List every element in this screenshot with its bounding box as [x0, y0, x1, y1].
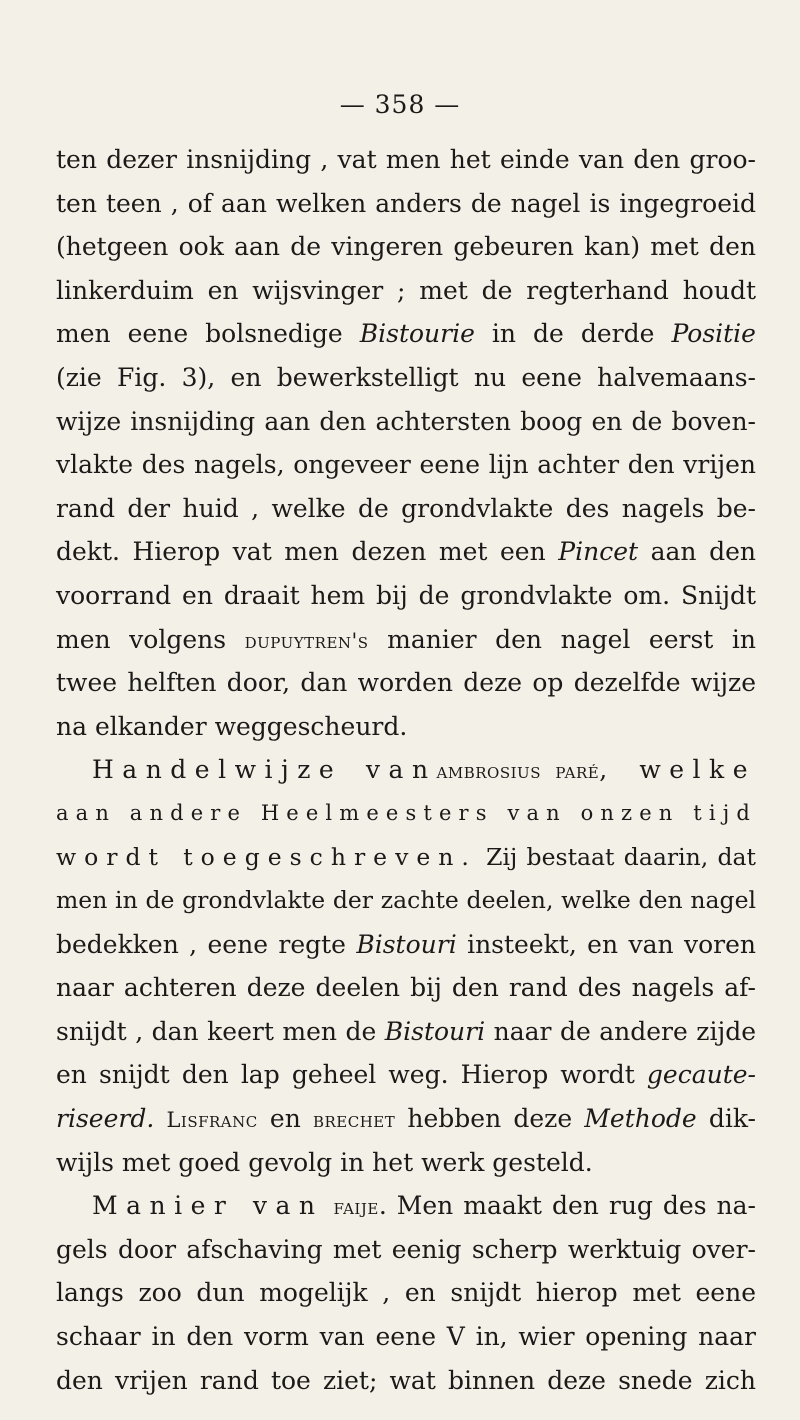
text-line: men eene bolsnedige Bistourie in de derde Positie [56, 319, 756, 349]
text-line: men volgens dupuytren's manier den nagel eerst in [56, 624, 756, 654]
italic-term: Pincet [558, 537, 639, 567]
author-name: brechet [312, 1108, 396, 1133]
text-line: gels door afschaving met eenig scherp werktuig over- [56, 1234, 756, 1264]
text-line: linkerduim en wijsvinger ; met de regterhand houdt [56, 275, 756, 305]
text-line: wijls met goed gevolg in het werk gesteld. [56, 1147, 593, 1177]
spaced-heading: Handelwijze van [92, 755, 437, 785]
text-line: riseerd. Lisfranc en brechet hebben deze Methode dik- [56, 1104, 757, 1134]
text-line: dekt. Hierop vat men dezen met een Pincet aan den [56, 537, 756, 567]
spaced-heading: wordt toegeschreven. [56, 842, 477, 871]
author-name: Lisfranc [166, 1108, 258, 1133]
text-line: naar achteren deze deelen bij den rand des nagels af- [56, 973, 756, 1003]
text-line: vlakte des nagels, ongeveer eene lijn achter den vrijen [56, 450, 756, 480]
text-line: snijdt , dan keert men de Bistouri naar de andere zijde [56, 1016, 756, 1046]
italic-term: Bistourie [359, 319, 475, 349]
italic-term: Bistouri [356, 929, 457, 959]
section-heading-line: Manier van faije. Men maakt den rug des na- [92, 1191, 756, 1221]
spaced-heading: aan andere Heelmeesters van onzen tijd [56, 800, 757, 825]
text-line: wijze insnijding aan den achtersten boog en de boven- [56, 406, 756, 436]
section-heading-line [56, 792, 756, 836]
text-line: twee helften door, dan worden deze op dezelfde wijze [56, 668, 756, 698]
text-line: schaar in den vorm van eene V in, wier opening naar [56, 1322, 756, 1352]
text-line: bedekken , eene regte Bistouri insteekt, en van voren [56, 929, 756, 959]
text-line: ten teen , of aan welken anders de nagel is ingegroeid [56, 188, 756, 218]
text-line: en snijdt den lap geheel weg. Hierop wordt gecaute- [56, 1060, 756, 1090]
text-line: rand der huid , welke de grondvlakte des nagels be- [56, 493, 756, 523]
text-line: men in de grondvlakte der zachte deelen, welke den nagel [56, 886, 756, 915]
text-line: (zie Fig. 3), en bewerkstelligt nu eene halvemaans- [56, 362, 756, 392]
italic-term: Methode [584, 1104, 697, 1134]
author-name: faije [333, 1195, 379, 1220]
italic-term: Bistouri [384, 1016, 486, 1046]
italic-term: riseerd. [56, 1104, 155, 1134]
author-name: ambrosius paré [436, 759, 600, 784]
text-line: voorrand en draait hem bij de grondvlakte om. Snijdt [56, 580, 756, 610]
text-line: ten dezer insnijding , vat men het einde van den groo- [56, 145, 756, 174]
italic-term: gecaute- [646, 1060, 756, 1090]
text-line: na elkander weggescheurd. [56, 711, 408, 741]
page-number: — 358 — [339, 90, 461, 119]
body-text [56, 138, 756, 1402]
text-line: den vrijen rand toe ziet; wat binnen deze snede zich [56, 1365, 756, 1395]
section-heading-line: Handelwijze vanambrosius paré, welke [92, 755, 756, 785]
italic-term: Positie [671, 319, 756, 349]
text-line: (hetgeen ook aan de vingeren gebeuren kan) met den [56, 232, 756, 262]
text-line: wordt toegeschreven. Zij bestaat daarin, dat [56, 842, 756, 871]
text-line: langs zoo dun mogelijk , en snijdt hierop met eene [56, 1278, 756, 1308]
spaced-heading: Manier van [92, 1191, 324, 1221]
author-name: dupuytren's [244, 628, 369, 653]
